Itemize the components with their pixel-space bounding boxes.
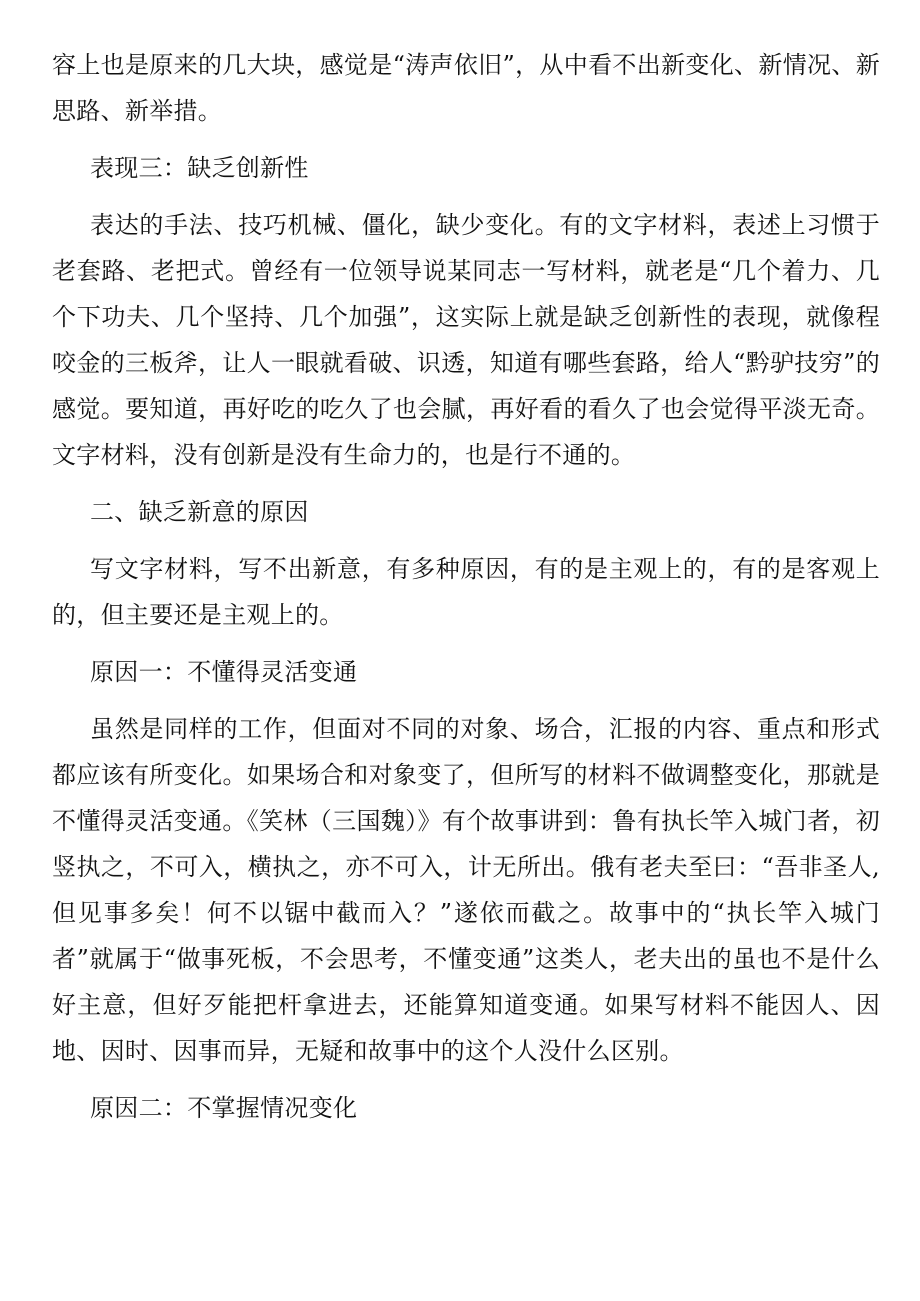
continuation-paragraph: 容上也是原来的几大块，感觉是“涛声依旧”，从中看不出新变化、新情况、新思路、新举措。 (52, 51, 880, 125)
body-paragraph-flexibility: 虽然是同样的工作，但面对不同的对象、场合，汇报的内容、重点和形式都应该有所变化。如果场合和对象变了，但所写的材料不做调整变化，那就是不懂得灵活变通。《笑林（三国魏）》有个故事讲到：鲁有执长竿入城门者，初竖执之，不可入，横执之，亦不可入，计无所出。俄有老夫至曰：“吾非圣人,但见事多矣！何不以锯中截而入？”遂依而截之。故事中的“执长竿入城门者”就属于“做事死板，不会思考，不懂变通”这类人，老夫出的虽也不是什么好主意，但好歹能把杆拿进去，还能算知道变通。如果写材料不能因人、因地、因时、因事而异，无疑和故事中的这个人没什么区别。 (52, 715, 880, 1065)
body-paragraph-causes-intro: 写文字材料，写不出新意，有多种原因，有的是主观上的，有的是客观上的，但主要还是主观上的。 (52, 555, 880, 629)
body-paragraph-innovation: 表达的手法、技巧机械、僵化，缺少变化。有的文字材料，表述上习惯于老套路、老把式。曾经有一位领导说某同志一写材料，就老是“几个着力、几个下功夫、几个坚持、几个加强”，这实际上就是缺乏创新性的表现，就像程咬金的三板斧，让人一眼就看破、识透，知道有哪些套路，给人“黔驴技穷”的感觉。要知道，再好吃的吃久了也会腻，再好看的看久了也会觉得平淡无奇。文字材料，没有创新是没有生命力的，也是行不通的。 (52, 211, 880, 469)
section-heading-manifestation-three: 表现三：缺乏创新性 (90, 154, 309, 182)
section-heading-causes: 二、缺乏新意的原因 (90, 498, 309, 526)
section-heading-cause-two: 原因二：不掌握情况变化 (90, 1094, 358, 1122)
section-heading-cause-one: 原因一：不懂得灵活变通 (90, 658, 358, 686)
